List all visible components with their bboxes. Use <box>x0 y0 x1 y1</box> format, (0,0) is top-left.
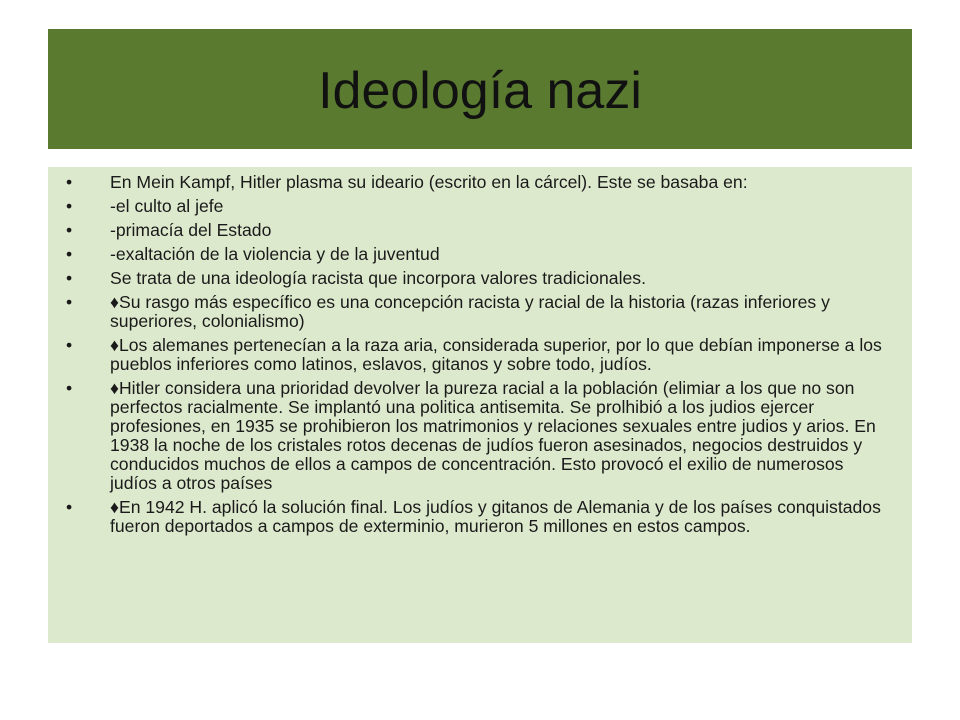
bullet-icon: • <box>66 244 73 264</box>
bullet-item <box>66 221 892 240</box>
bullet-text: -exaltación de la violencia y de la juventud <box>110 244 440 264</box>
bullet-item <box>66 245 892 264</box>
bullet-icon: • <box>66 268 73 288</box>
content-box <box>48 167 912 643</box>
bullet-item <box>66 197 892 216</box>
bullet-item <box>66 498 892 536</box>
bullet-text: ♦Hitler considera una prioridad devolver la pureza racial a la población (elimiar a los que no son perfectos racialmente. Se implantó una politica antisemita. Se prolhibió a los judios ejercer profesiones, en 1935 se prohibieron los matrimonios y relaciones sexuales entre judios y arios. En 1938 la noche de los cristales rotos decenas de judíos fueron asesinados, negocios destruidos y conducidos muchos de ellos a campos de concentración. Esto provocó el exilio de numerosos judíos a otros países <box>110 378 876 493</box>
bullet-icon: • <box>66 172 73 192</box>
bullet-item <box>66 293 892 331</box>
bullet-item <box>66 269 892 288</box>
bullet-text: ♦Los alemanes pertenecían a la raza aria, considerada superior, por lo que debían imponerse a los pueblos inferiores como latinos, eslavos, gitanos y sobre todo, judíos. <box>110 335 882 374</box>
bullet-item <box>66 336 892 374</box>
bullet-text: ♦Su rasgo más específico es una concepción racista y racial de la historia (razas inferiores y superiores, colonialismo) <box>110 292 830 331</box>
bullet-text: En Mein Kampf, Hitler plasma su ideario (escrito en la cárcel). Este se basaba en: <box>110 172 748 192</box>
bullet-text: -el culto al jefe <box>110 196 224 216</box>
bullet-item <box>66 379 892 493</box>
bullet-icon: • <box>66 497 73 517</box>
title-band <box>48 29 912 149</box>
bullet-item <box>66 173 892 192</box>
bullet-icon: • <box>66 220 73 240</box>
bullet-icon: • <box>66 292 73 312</box>
bullet-text: Se trata de una ideología racista que incorpora valores tradicionales. <box>110 268 646 288</box>
bullet-icon: • <box>66 378 73 398</box>
bullet-list <box>66 173 892 536</box>
bullet-text: ♦En 1942 H. aplicó la solución final. Los judíos y gitanos de Alemania y de los países conquistados fueron deportados a campos de exterminio, murieron 5 millones en estos campos. <box>110 497 881 536</box>
slide-title: Ideología nazi <box>318 62 642 120</box>
bullet-text: -primacía del Estado <box>110 220 272 240</box>
bullet-icon: • <box>66 196 73 216</box>
bullet-icon: • <box>66 335 73 355</box>
